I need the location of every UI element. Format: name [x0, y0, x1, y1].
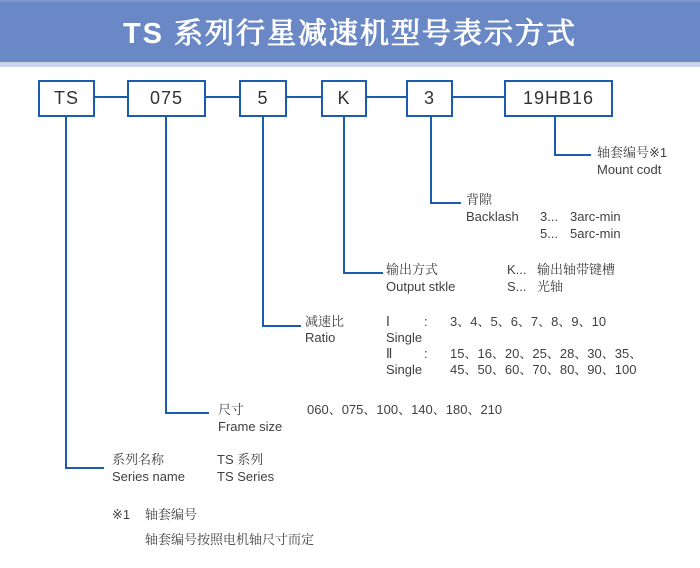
model-box-output-style: K	[321, 80, 367, 117]
model-box-ratio: 5	[239, 80, 287, 117]
banner-bottom-strip	[0, 62, 700, 67]
series-name-label-en: Series name	[112, 469, 185, 484]
option-key: K...	[507, 262, 527, 277]
mount-code-label-cn: 轴套编号※1	[597, 145, 668, 160]
option-desc: 5arc-min	[570, 226, 621, 241]
ratio-row	[386, 362, 642, 378]
page-title: TS 系列行星减速机型号表示方式	[122, 17, 578, 50]
frame-size-values: 060、075、100、140、180、210	[307, 402, 503, 417]
leader-line-ratio	[262, 325, 301, 327]
backlash-option	[540, 208, 621, 225]
frame-size-label-cn: 尺寸	[218, 402, 245, 417]
backlash-options	[540, 208, 621, 242]
series-name-value-cn: TS 系列	[217, 452, 264, 467]
option-key: 3...	[540, 209, 559, 224]
leader-line-series	[65, 467, 104, 469]
frame-size-label	[218, 401, 282, 435]
output-style-option	[507, 261, 615, 278]
connector-line	[367, 96, 406, 98]
ratio-values: 15、16、20、25、28、30、35、	[450, 346, 643, 361]
output-style-option	[507, 278, 615, 295]
ratio-colon: :	[424, 314, 428, 329]
backlash-label-en: Backlash	[466, 209, 519, 224]
backlash-option	[540, 225, 621, 242]
mount-code-label	[597, 144, 667, 178]
ratio-grade: Ⅰ	[386, 314, 390, 329]
option-desc: 输出轴带键槽	[537, 262, 616, 277]
header-banner	[0, 0, 700, 62]
footnote-note: 轴套编号按照电机轴尺寸而定	[145, 532, 315, 547]
connector-line	[287, 96, 321, 98]
ratio-grade: Single	[386, 362, 423, 377]
model-box-mount-code: 19HB16	[504, 80, 613, 117]
connector-line	[453, 96, 504, 98]
ratio-values: 45、50、60、70、80、90、100	[450, 362, 637, 377]
leader-line-mount-code	[554, 117, 556, 156]
leader-line-ratio	[262, 117, 264, 327]
backlash-label	[466, 191, 519, 225]
model-box-backlash: 3	[406, 80, 453, 117]
leader-line-series	[65, 117, 67, 469]
frame-size-label-en: Frame size	[218, 419, 283, 434]
ratio-values: 3、4、5、6、7、8、9、10	[450, 314, 607, 329]
leader-line-output-style	[343, 117, 345, 274]
ratio-row	[386, 330, 642, 346]
mount-code-label-en: Mount codt	[597, 162, 662, 177]
leader-line-mount-code	[554, 154, 591, 156]
footnote-title: 轴套编号	[145, 507, 198, 522]
footnote-mark: ※1	[112, 507, 131, 522]
model-box-series: TS	[38, 80, 95, 117]
ratio-row	[386, 346, 642, 362]
ratio-label-en: Ratio	[305, 330, 336, 345]
backlash-label-cn: 背隙	[466, 192, 493, 207]
ratio-grade: Ⅱ	[386, 346, 393, 361]
leader-line-frame-size	[165, 412, 209, 414]
connector-line	[206, 96, 239, 98]
option-desc: 3arc-min	[570, 209, 621, 224]
series-name-label-cn: 系列名称	[112, 452, 165, 467]
model-box-frame-size: 075	[127, 80, 206, 117]
output-style-options	[507, 261, 615, 295]
ratio-grade: Single	[386, 330, 423, 345]
ratio-colon: :	[424, 346, 428, 361]
option-key: S...	[507, 279, 527, 294]
leader-line-backlash	[430, 117, 432, 204]
option-key: 5...	[540, 226, 559, 241]
output-style-label	[386, 261, 455, 295]
connector-line	[95, 96, 127, 98]
ratio-label	[305, 314, 344, 346]
ratio-label-cn: 减速比	[305, 314, 345, 329]
series-name-value-en: TS Series	[217, 469, 275, 484]
leader-line-output-style	[343, 272, 383, 274]
leader-line-frame-size	[165, 117, 167, 414]
banner-top-edge	[0, 0, 700, 2]
option-desc: 光轴	[537, 279, 564, 294]
series-name-values	[217, 451, 274, 485]
output-style-label-en: Output stkle	[386, 279, 456, 294]
ratio-table	[386, 314, 642, 378]
series-name-label	[112, 451, 185, 485]
leader-line-backlash	[430, 202, 461, 204]
output-style-label-cn: 输出方式	[386, 262, 439, 277]
ratio-row	[386, 314, 642, 330]
